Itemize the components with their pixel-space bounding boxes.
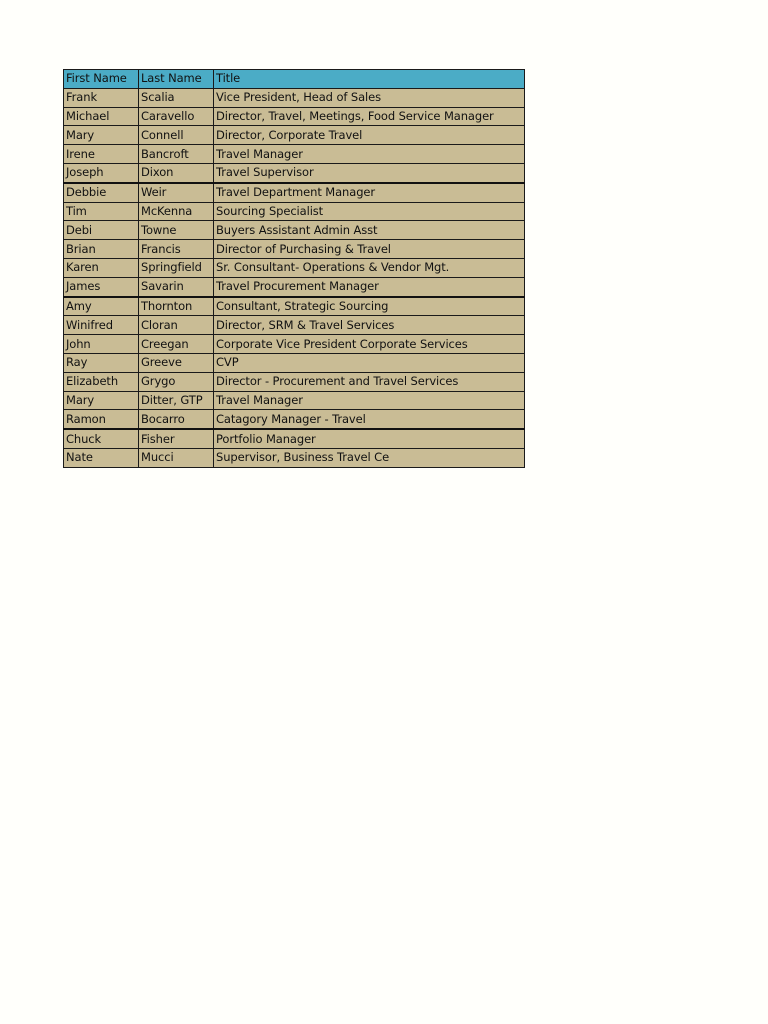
title-cell: Director, Travel, Meetings, Food Service Manager <box>214 107 525 126</box>
first-name-cell: Michael <box>64 107 139 126</box>
first-name-cell: Frank <box>64 88 139 107</box>
first-name-cell: Ramon <box>64 410 139 429</box>
first-name-cell: Nate <box>64 448 139 467</box>
table-row <box>64 410 525 429</box>
table-row <box>64 448 525 467</box>
last-name-cell: Thornton <box>139 297 214 316</box>
last-name-cell: Scalia <box>139 88 214 107</box>
first-name-cell: Mary <box>64 126 139 145</box>
header-row <box>64 70 525 89</box>
last-name-cell: Connell <box>139 126 214 145</box>
first-name-cell: Winifred <box>64 316 139 335</box>
first-name-cell: Irene <box>64 145 139 164</box>
table-row <box>64 240 525 259</box>
table-row <box>64 126 525 145</box>
table-row <box>64 145 525 164</box>
last-name-cell: Springfield <box>139 258 214 277</box>
first-name-cell: Tim <box>64 202 139 221</box>
table-body <box>64 88 525 467</box>
table-row <box>64 353 525 372</box>
last-name-cell: Bocarro <box>139 410 214 429</box>
first-name-cell: Elizabeth <box>64 372 139 391</box>
last-name-cell: Dixon <box>139 163 214 182</box>
last-name-cell: Grygo <box>139 372 214 391</box>
last-name-cell: Savarin <box>139 277 214 296</box>
table-row <box>64 391 525 410</box>
table-row <box>64 258 525 277</box>
header-title: Title <box>214 70 525 89</box>
title-cell: Director, SRM & Travel Services <box>214 316 525 335</box>
title-cell: CVP <box>214 353 525 372</box>
contacts-table <box>63 69 525 468</box>
title-cell: Catagory Manager - Travel <box>214 410 525 429</box>
last-name-cell: Greeve <box>139 353 214 372</box>
title-cell: Sourcing Specialist <box>214 202 525 221</box>
table-row <box>64 277 525 296</box>
last-name-cell: Bancroft <box>139 145 214 164</box>
last-name-cell: Towne <box>139 221 214 240</box>
title-cell: Travel Manager <box>214 145 525 164</box>
last-name-cell: Cloran <box>139 316 214 335</box>
first-name-cell: John <box>64 335 139 354</box>
table-row <box>64 316 525 335</box>
title-cell: Consultant, Strategic Sourcing <box>214 297 525 316</box>
table-row <box>64 372 525 391</box>
first-name-cell: Joseph <box>64 163 139 182</box>
title-cell: Director of Purchasing & Travel <box>214 240 525 259</box>
title-cell: Portfolio Manager <box>214 429 525 448</box>
last-name-cell: Fisher <box>139 429 214 448</box>
header-first-name: First Name <box>64 70 139 89</box>
title-cell: Travel Department Manager <box>214 183 525 202</box>
last-name-cell: McKenna <box>139 202 214 221</box>
first-name-cell: Debbie <box>64 183 139 202</box>
last-name-cell: Ditter, GTP <box>139 391 214 410</box>
title-cell: Director, Corporate Travel <box>214 126 525 145</box>
title-cell: Travel Procurement Manager <box>214 277 525 296</box>
title-cell: Director - Procurement and Travel Services <box>214 372 525 391</box>
last-name-cell: Francis <box>139 240 214 259</box>
first-name-cell: James <box>64 277 139 296</box>
table-row <box>64 429 525 448</box>
title-cell: Corporate Vice President Corporate Services <box>214 335 525 354</box>
title-cell: Travel Manager <box>214 391 525 410</box>
first-name-cell: Debi <box>64 221 139 240</box>
first-name-cell: Karen <box>64 258 139 277</box>
first-name-cell: Ray <box>64 353 139 372</box>
last-name-cell: Weir <box>139 183 214 202</box>
table-header <box>64 70 525 89</box>
first-name-cell: Chuck <box>64 429 139 448</box>
title-cell: Sr. Consultant- Operations & Vendor Mgt. <box>214 258 525 277</box>
header-last-name: Last Name <box>139 70 214 89</box>
last-name-cell: Creegan <box>139 335 214 354</box>
table-row <box>64 202 525 221</box>
first-name-cell: Mary <box>64 391 139 410</box>
table-row <box>64 163 525 182</box>
table-row <box>64 297 525 316</box>
last-name-cell: Mucci <box>139 448 214 467</box>
table-row <box>64 88 525 107</box>
title-cell: Vice President, Head of Sales <box>214 88 525 107</box>
title-cell: Travel Supervisor <box>214 163 525 182</box>
last-name-cell: Caravello <box>139 107 214 126</box>
table-row <box>64 221 525 240</box>
first-name-cell: Amy <box>64 297 139 316</box>
title-cell: Supervisor, Business Travel Ce <box>214 448 525 467</box>
title-cell: Buyers Assistant Admin Asst <box>214 221 525 240</box>
table-row <box>64 183 525 202</box>
first-name-cell: Brian <box>64 240 139 259</box>
table-row <box>64 335 525 354</box>
table-row <box>64 107 525 126</box>
